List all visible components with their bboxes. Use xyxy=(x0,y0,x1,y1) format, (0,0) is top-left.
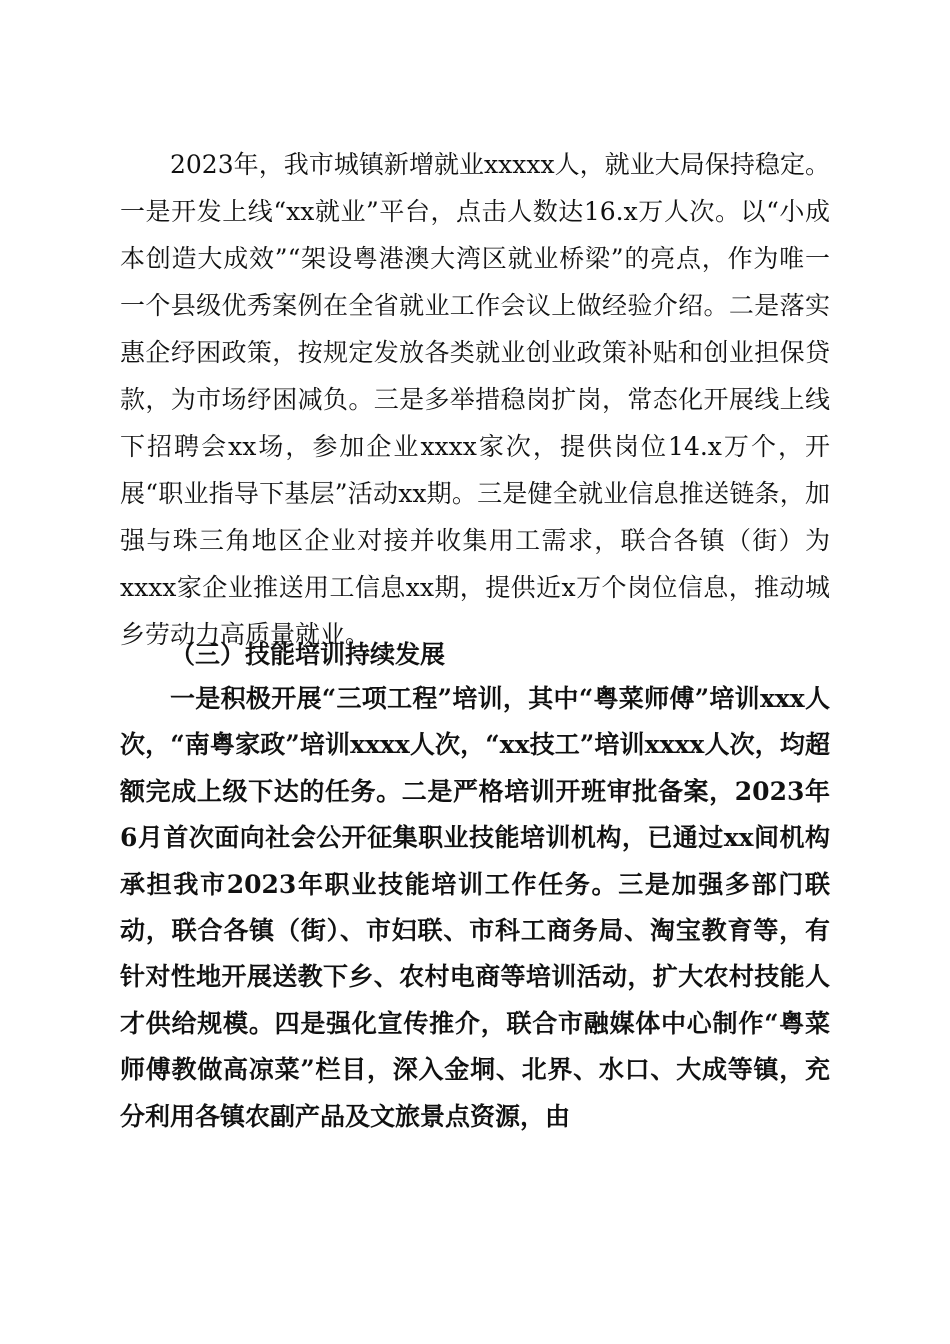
skills-training-paragraph: 一是积极开展“三项工程”培训，其中“粤菜师傅”培训xxx人次，“南粤家政”培训xxxx人次，“xx技工”培训xxxx人次，均超额完成上级下达的任务。二是严格培训开班审批备案，2023年6月首次面向社会公开征集职业技能培训机构，已通过xx间机构承担我市2023年职业技能培训工作任务。三是加强多部门联动，联合各镇（街）、市妇联、市科工商务局、淘宝教育等，有针对性地开展送教下乡、农村电商等培训活动，扩大农村技能人才供给规模。四是强化宣传推介，联合市融媒体中心制作“粤菜师傅教做高凉菜”栏目，深入金垌、北界、水口、大成等镇，充分利用各镇农副产品及文旅景点资源，由 xyxy=(120,684,830,1131)
section-heading-skills-training: （三）技能培训持续发展 xyxy=(170,640,446,669)
employment-paragraph: 2023年，我市城镇新增就业xxxxx人，就业大局保持稳定。一是开发上线“xx就业”平台，点击人数达16.x万人次。以“小成本创造大成效”“架设粤港澳大湾区就业桥梁”的亮点，作为唯一一个县级优秀案例在全省就业工作会议上做经验介绍。二是落实惠企纾困政策，按规定发放各类就业创业政策补贴和创业担保贷款，为市场纾困减负。三是多举措稳岗扩岗，常态化开展线上线下招聘会xx场，参加企业xxxx家次，提供岗位14.x万个，开展“职业指导下基层”活动xx期。三是健全就业信息推送链条，加强与珠三角地区企业对接并收集用工需求，联合各镇（街）为xxxx家企业推送用工信息xx期，提供近x万个岗位信息，推动城乡劳动力高质量就业。 xyxy=(120,150,830,649)
